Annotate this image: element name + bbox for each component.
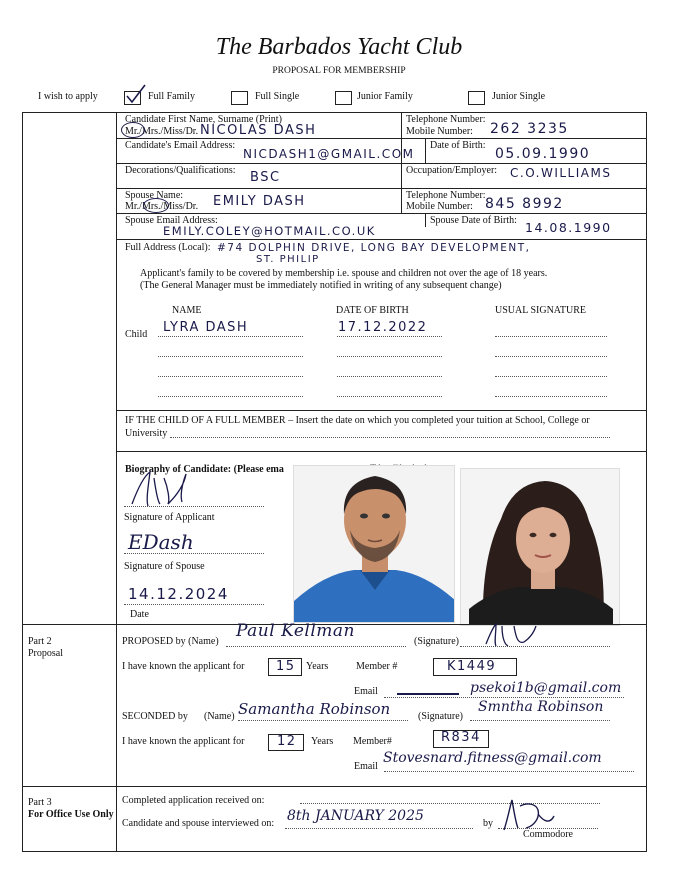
- signature-spouse-label: Signature of Spouse: [124, 561, 205, 572]
- full-single-label: Full Single: [255, 91, 300, 102]
- proposed-by-label: PROPOSED by (Name): [122, 636, 219, 647]
- candidate-email-label: Candidate's Email Address:: [125, 140, 236, 151]
- spouse-phone-label: Telephone Number:: [406, 190, 486, 201]
- interviewed-label: Candidate and spouse interviewed on:: [122, 818, 275, 829]
- seconded-by-label: SECONDED by: [122, 711, 188, 722]
- seconder-member-label: Member#: [353, 736, 392, 747]
- spouse-title-prefix: Mr./Mrs./Miss/Dr.: [125, 201, 199, 212]
- seconder-years-label: Years: [311, 736, 334, 747]
- dob-label: Date of Birth:: [430, 140, 486, 151]
- apply-label: I wish to apply: [38, 91, 98, 102]
- junior-family-label: Junior Family: [357, 91, 413, 102]
- decorations-label: Decorations/Qualifications:: [125, 165, 236, 176]
- spouse-dob-value[interactable]: 14.08.1990: [525, 220, 612, 235]
- junior-single-checkbox[interactable]: [468, 91, 485, 105]
- spouse-email-label: Spouse Email Address:: [125, 215, 218, 226]
- candidate-title-circle: [121, 122, 145, 138]
- interviewed-value[interactable]: 8th JANUARY 2025: [287, 808, 424, 824]
- spouse-email-value[interactable]: EMILY.COLEY@HOTMAIL.CO.UK: [163, 224, 376, 238]
- proposer-years-value[interactable]: 15: [276, 659, 296, 674]
- family-intro-2: (The General Manager must be immediately notified in writing of any subsequent change): [140, 280, 502, 291]
- mobile-label: Mobile Number:: [406, 126, 473, 137]
- address-label: Full Address (Local):: [125, 242, 211, 253]
- seconder-email-label: Email: [354, 761, 378, 772]
- occupation-label: Occupation/Employer:: [406, 165, 498, 176]
- col-name-header: NAME: [172, 305, 202, 316]
- biography-label: Biography of Candidate: (Please ema: [125, 464, 284, 475]
- child-dob-value[interactable]: 17.12.2022: [338, 320, 428, 335]
- proposer-signature-label: (Signature): [414, 636, 459, 647]
- part3-subtitle: For Office Use Only: [28, 809, 114, 820]
- decorations-value[interactable]: BSC: [250, 170, 281, 185]
- seconder-name-value[interactable]: Samantha Robinson: [238, 700, 391, 718]
- seconder-years-value[interactable]: 12: [277, 734, 297, 749]
- full-member-text-1: IF THE CHILD OF A FULL MEMBER – Insert the date on which you completed your tuition at School, College or: [125, 415, 590, 426]
- proposer-name-value[interactable]: Paul Kellman: [236, 621, 355, 641]
- junior-family-checkbox[interactable]: [335, 91, 352, 105]
- proposer-known-label: I have known the applicant for: [122, 661, 245, 672]
- seconder-signature-label: (Signature): [418, 711, 463, 722]
- spouse-name-label: Spouse Name:: [125, 190, 184, 201]
- date-label: Date: [130, 609, 149, 620]
- applicant-signature: [124, 466, 204, 511]
- spouse-title-circle: [143, 198, 169, 213]
- proposer-member-label: Member #: [356, 661, 398, 672]
- checkmark-icon: [125, 88, 147, 104]
- seconder-email-value[interactable]: Stovesnard.fitness@gmail.com: [383, 750, 602, 766]
- proposer-years-label: Years: [306, 661, 329, 672]
- spouse-mobile-value[interactable]: 845 8992: [485, 196, 564, 212]
- proposer-email-label: Email: [354, 686, 378, 697]
- candidate-email-value[interactable]: NICDASH1@GMAIL.COM: [243, 147, 415, 161]
- spouse-dob-label: Spouse Date of Birth:: [430, 215, 517, 226]
- junior-single-label: Junior Single: [492, 91, 546, 102]
- proposer-email-crossed: [397, 679, 459, 695]
- full-single-checkbox[interactable]: [231, 91, 248, 105]
- spouse-mobile-label: Mobile Number:: [406, 201, 473, 212]
- signature-applicant-label: Signature of Applicant: [124, 512, 215, 523]
- full-family-checkbox[interactable]: [124, 91, 141, 105]
- part2-subtitle: Proposal: [28, 648, 63, 659]
- form-subtitle: PROPOSAL FOR MEMBERSHIP: [272, 66, 406, 76]
- seconder-known-label: I have known the applicant for: [122, 736, 245, 747]
- child-name-value[interactable]: LYRA DASH: [163, 320, 249, 335]
- full-family-label: Full Family: [148, 91, 195, 102]
- commodore-label: Commodore: [523, 829, 573, 840]
- candidate-title-prefix: Mr./Mrs./Miss/Dr.: [125, 126, 199, 137]
- candidate-name-label: Candidate First Name, Surname (Print): [125, 114, 282, 125]
- col-signature-header: USUAL SIGNATURE: [495, 305, 587, 316]
- occupation-value[interactable]: C.O.WILLIAMS: [510, 166, 612, 180]
- received-label: Completed application received on:: [122, 795, 265, 806]
- address-line2[interactable]: ST. PHILIP: [256, 254, 320, 265]
- proposer-email-value[interactable]: psekoi1b@gmail.com: [470, 680, 622, 696]
- seconder-signature-value: Smntha Robinson: [478, 699, 604, 715]
- candidate-photo: [293, 465, 455, 623]
- candidate-dob-value[interactable]: 05.09.1990: [495, 146, 591, 162]
- candidate-mobile-value[interactable]: 262 3235: [490, 121, 569, 137]
- signed-date-value[interactable]: 14.12.2024: [128, 585, 229, 603]
- full-member-text-2: University: [125, 428, 168, 439]
- col-dob-header: DATE OF BIRTH: [336, 305, 409, 316]
- part3-title: Part 3: [28, 797, 52, 808]
- seconder-member-value[interactable]: R834: [441, 730, 481, 745]
- candidate-name-value[interactable]: NICOLAS DASH: [200, 123, 317, 138]
- phone-label: Telephone Number:: [406, 114, 486, 125]
- seconder-name-label: (Name): [204, 711, 235, 722]
- spouse-signature-value: EDash: [128, 530, 194, 554]
- address-line1[interactable]: #74 DOLPHIN DRIVE, LONG BAY DEVELOPMENT,: [217, 242, 531, 254]
- family-intro-1: Applicant's family to be covered by membership i.e. spouse and children not over the age of 18 years.: [140, 268, 548, 279]
- child-label: Child: [125, 329, 148, 340]
- proposer-member-value[interactable]: K1449: [447, 659, 497, 674]
- form-title: The Barbados Yacht Club: [215, 34, 463, 60]
- part2-title: Part 2: [28, 636, 52, 647]
- spouse-photo: [460, 468, 620, 626]
- by-label: by: [483, 818, 493, 829]
- spouse-name-value[interactable]: EMILY DASH: [213, 194, 306, 209]
